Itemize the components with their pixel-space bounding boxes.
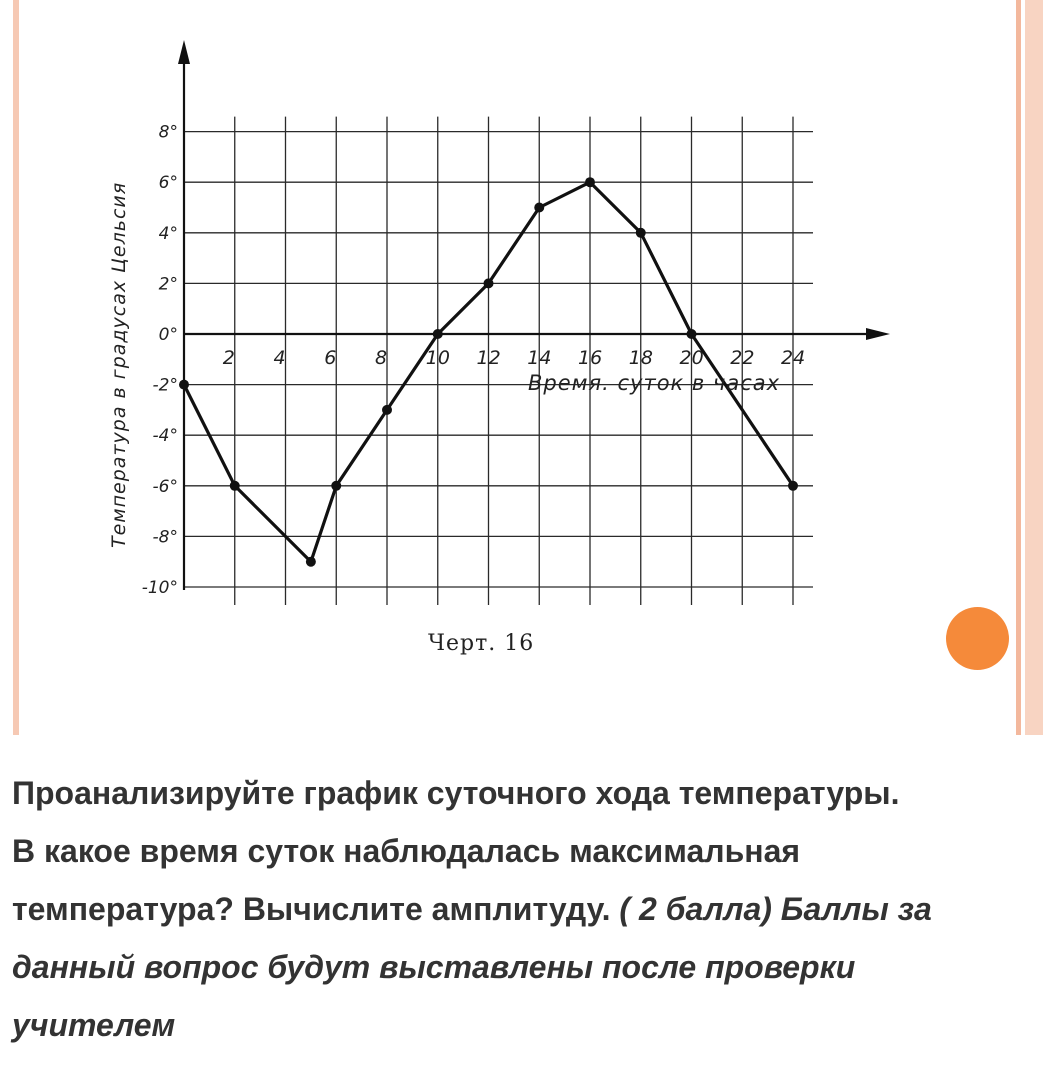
x-tick-14: 14: [527, 347, 552, 369]
x-tick-24: 24: [781, 347, 806, 369]
x-tick-4: 4: [273, 347, 286, 369]
question-note: ( 2 балла) Баллы за данный вопрос будут выставлены после проверки учителем: [12, 891, 932, 1043]
x-tick-18: 18: [628, 347, 653, 369]
data-point-20: [687, 329, 697, 339]
y-tick--4: -4°: [152, 426, 178, 447]
x-tick-8: 8: [375, 347, 388, 369]
y-tick--10: -10°: [141, 578, 178, 598]
data-point-5: [306, 557, 316, 567]
y-tick-labels: [142, 123, 178, 598]
y-tick-8: 8°: [158, 122, 178, 143]
y-tick--8: -8°: [152, 527, 178, 548]
chart-caption: Черт. 16: [428, 631, 535, 656]
data-point-16: [585, 177, 595, 187]
x-axis-label: Время. суток в часах: [528, 371, 781, 395]
question-text: [12, 764, 1043, 1054]
y-tick--2: -2°: [152, 375, 178, 396]
x-tick-2: 2: [222, 347, 235, 369]
x-tick-16: 16: [578, 347, 603, 369]
data-point-8: [382, 405, 392, 415]
y-axis-arrow: [178, 40, 190, 64]
data-point-10: [433, 329, 443, 339]
x-tick-12: 12: [476, 347, 501, 369]
data-point-6: [331, 481, 341, 491]
data-point-24: [788, 481, 798, 491]
y-tick-4: 4°: [158, 223, 178, 244]
data-point-18: [636, 228, 646, 238]
y-axis-label: Температура в градусах Цельсия: [108, 181, 130, 548]
data-point-2: [230, 481, 240, 491]
data-point-14: [534, 203, 544, 213]
y-tick--6: -6°: [152, 476, 178, 497]
y-tick-6: 6°: [158, 173, 178, 194]
x-tick-10: 10: [425, 347, 450, 369]
y-tick-2: 2°: [158, 274, 178, 295]
x-axis-arrow: [866, 328, 890, 340]
data-point-0: [179, 380, 189, 390]
x-tick-labels: [223, 347, 805, 369]
decorative-orange-circle: [946, 607, 1009, 670]
x-tick-22: 22: [730, 347, 755, 369]
data-point-12: [484, 278, 494, 288]
x-tick-20: 20: [679, 347, 704, 369]
question-main: Проанализируйте график суточного хода температуры. В какое время суток наблюдалась максимальная температура? Вычислите амплитуду.: [12, 775, 900, 927]
x-tick-6: 6: [324, 347, 337, 369]
y-tick-0: 0°: [158, 325, 178, 345]
